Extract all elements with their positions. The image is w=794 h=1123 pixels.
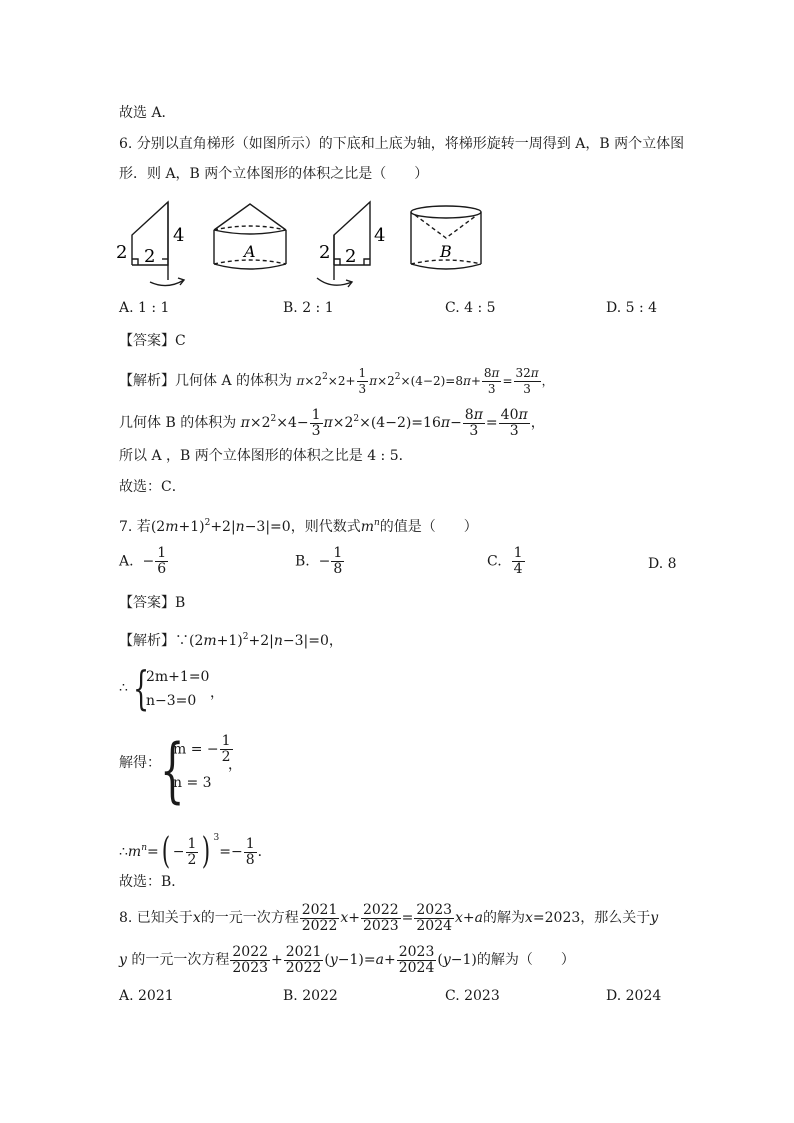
q7-option-d: D. 8 <box>648 556 677 572</box>
system1-comma: ， <box>210 685 224 701</box>
q7-analysis-line1: 【解析】$\because(2m+1)^2+2|n-3|=0$， <box>119 632 343 649</box>
q8-stem-line1: 8. 已知关于x的一元一次方程 $\frac{2021}{2022}$ x+ $\frac{2022}{2023}$ = $\frac{2023}{2024}$ x+a的解为x=2023，那么关于y <box>119 901 659 934</box>
q8-stem-line2: y 的一元一次方程 $\frac{2022}{2023}$ + $\frac{2021}{2022}$ (y−1)=a+ $\frac{2023}{2024}$ (y−1)的解为（ ） <box>119 943 575 976</box>
q7-option-b: B. − $\frac{1}{8}$ <box>295 545 343 577</box>
q6-label-4b: 4 <box>374 225 386 246</box>
q6-ratio-line: 所以 A ，B 两个立体图形的体积之比是 4 : 5． <box>119 448 413 464</box>
q6-answer: 【答案】C <box>119 333 186 349</box>
system2-row2: n = 3 <box>173 775 212 791</box>
q6-label-2b: 2 <box>144 246 156 267</box>
q6-option-a: A. 1 : 1 <box>119 300 170 316</box>
q8-option-d: D. 2024 <box>606 988 662 1004</box>
q6-stem-line2: 形．则 A，B 两个立体图形的体积之比是（ ） <box>119 166 429 182</box>
q8-option-c: C. 2023 <box>445 988 500 1004</box>
q7-option-c: C. $\frac{1}{4}$ <box>487 545 523 577</box>
q8-option-b: B. 2022 <box>283 988 338 1004</box>
q6-stem-line1: 6. 分别以直角梯形（如图所示）的下底和上底为轴，将梯形旋转一周得到 A，B 两个立体图 <box>119 136 685 152</box>
system2-brace: { <box>160 729 185 811</box>
q6-option-c: C. 4 : 5 <box>445 300 496 316</box>
system2-row1: m = − $\frac{1}{2}$ <box>173 733 231 765</box>
system1-row1: 2m+1=0 <box>146 669 210 685</box>
q7-stem: 7. 若$(2m+1)^2+2|n-3|=0$，则代数式$m^n$的值是（ ） <box>119 518 478 535</box>
q7-option-a: A. − $\frac{1}{6}$ <box>119 545 167 577</box>
q6-conclusion: 故选：C． <box>119 479 186 495</box>
therefore-symbol: ∴ <box>119 680 128 696</box>
q6-option-d: D. 5 : 4 <box>606 300 658 316</box>
q6-label-2c: 2 <box>319 242 331 263</box>
system1-brace: { <box>133 661 150 715</box>
q6-label-4a: 4 <box>173 225 185 246</box>
q6-option-b: B. 2 : 1 <box>283 300 334 316</box>
q6-label-2d: 2 <box>345 246 357 267</box>
q7-analysis-result: $\therefore m^n=$( − $\frac{1}{2}$ ) $^3$=− $\frac{1}{8}$ ． <box>119 831 272 872</box>
system1-row2: n−3=0 <box>146 693 197 709</box>
q7-conclusion: 故选：B． <box>119 874 186 890</box>
q6-label-2a: 2 <box>116 242 128 263</box>
q7-answer: 【答案】B <box>119 595 186 611</box>
solve-label: 解得： <box>119 755 161 771</box>
q5-conclusion: 故选 A． <box>119 105 176 121</box>
q6-figure <box>112 190 492 290</box>
q6-analysis-b: 几何体 B 的体积为 $\pi\times 2^2\times 4-$ $\frac{1}{3}$ $\pi\times 2^2\times(4-2)=16\pi-$ $\frac{8\pi}{3}$ = $\frac{40\pi}{3}$ ， <box>119 406 545 439</box>
system2-comma: ， <box>228 757 242 773</box>
solid-b-label: B <box>440 242 452 261</box>
q8-option-a: A. 2021 <box>119 988 174 1004</box>
q6-analysis-a: 【解析】几何体 A 的体积为 $\pi\times 2^2\times 2+$ $\frac{1}{3}$ $\pi\times 2^2\times(4-2)=8\pi+$ $\frac{8\pi}{3}$ = $\frac{32\pi}{3}$ ， <box>119 366 554 396</box>
solid-a-label: A <box>244 242 256 261</box>
